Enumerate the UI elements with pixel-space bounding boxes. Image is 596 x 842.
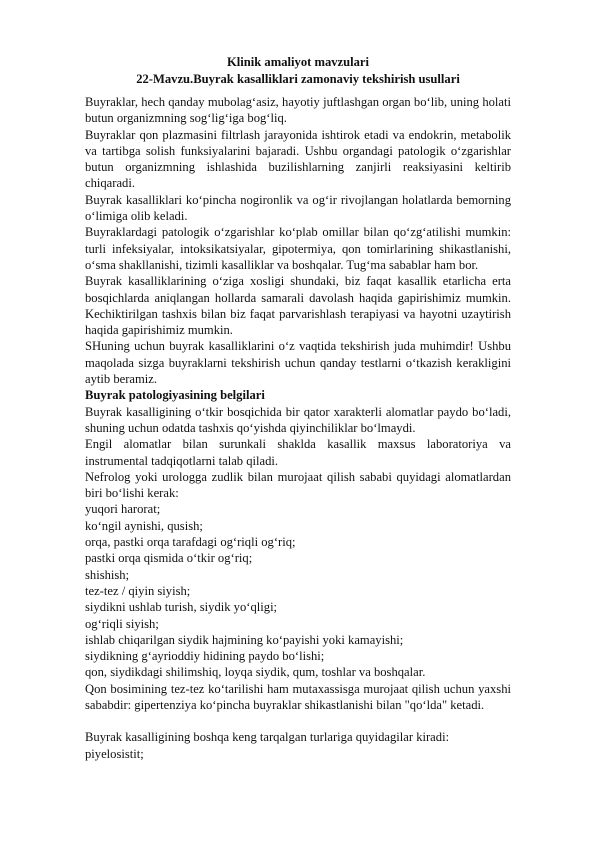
paragraph: Engil alomatlar bilan surunkali shaklda kasallik maxsus laboratoriya va instrumental tadqiqotlarni talab qiladi. [85,437,511,468]
document-subtitle: 22-Mavzu.Buyrak kasalliklari zamonaviy tekshirish usullari [136,72,460,86]
text-line: siydikni ushlab turish, siydik yo‘qligi; [85,600,278,615]
text-line: orqa, pastki orqa tarafdagi og‘riqli og‘riq; [85,535,296,550]
text-line: Buyrak kasalligining boshqa keng tarqalgan turlariga quyidagilar kiradi: [85,730,450,745]
blank-line [85,713,511,729]
paragraph: Buyraklardagi patologik o‘zgarishlar ko‘plab omillar bilan qo‘zg‘atilishi mumkin: turli infeksiyalar, intoksikatsiyalar, gipotermiya, qon tomirlarining shikastlanishi, o‘sma shakllanishi, tizimli kasalliklar va boshqalar. Tug‘ma sabablar ham bor. [85,225,511,272]
paragraph: Buyrak kasalliklari ko‘pincha nogironlik va og‘ir rivojlangan holatlarda bemorning o‘limiga olib keladi. [85,192,511,224]
text-line: piyelosistit; [85,746,144,761]
text-line: ko‘ngil aynishi, qusish; [85,518,203,533]
text-line: shishish; [85,567,130,582]
document-title: Klinik amaliyot mavzulari [226,55,370,69]
paragraph: Buyraklar qon plazmasini filtrlash jarayonida ishtirok etadi va endokrin, metabolik va tartibga solish funksiyalarini bajaradi. Ushbu organdagi patologik o‘zgarishlar butun organizmning ishlashida buzilishlarning zanjirli reaksiyasini keltirib chiqaradi. [85,127,511,191]
text-line: ishlab chiqarilgan siydik hajmining ko‘payishi yoki kamayishi; [85,632,404,647]
paragraph: Buyrak kasalligining o‘tkir bosqichida bir qator xarakterli alomatlar paydo bo‘ladi, shuning uchun odatda tashxis qo‘yishda qiyinchiliklar bo‘lmaydi. [85,404,511,435]
text-line: pastki orqa qismida o‘tkir og‘riq; [85,551,253,566]
paragraph: Nefrolog yoki urologga zudlik bilan murojaat qilish sababi quyidagi alomatlardan biri bo‘lishi kerak: [85,469,511,501]
section-heading: Buyrak patologiyasining belgilari [85,388,265,403]
text-line: tez-tez / qiyin siyish; [85,583,191,598]
text-line: og‘riqli siyish; [85,616,159,631]
document-body [85,94,511,762]
paragraph: Buyraklar, hech qanday mubolag‘asiz, hayotiy juftlashgan organ bo‘lib, uning holati butun organizmning sog‘lig‘iga bog‘liq. [85,95,511,126]
paragraph: SHuning uchun buyrak kasalliklarini o‘z vaqtida tekshirish juda muhimdir! Ushbu maqolada sizga buyraklarni tekshirish uchun qanday testlarni o‘tkazish kerakligini aytib beramiz. [85,339,511,387]
paragraph: Qon bosimining tez-tez ko‘tarilishi ham mutaxassisga murojaat qilish uchun yaxshi sababdir: gipertenziya ko‘pincha buyraklar shikastlanishi bilan "qo‘lda" ketadi. [85,681,511,712]
text-line: siydikning g‘ayrioddiy hidining paydo bo‘lishi; [85,649,325,664]
paragraph: Buyrak kasalliklarining o‘ziga xosligi shundaki, biz faqat kasallik etarlicha erta bosqichlarda aniqlangan hollarda samarali davolash haqida gapirishimiz mumkin. Kechiktirilgan tashxis bilan biz faqat parvarishlash terapiyasi va hayotni uzaytirish haqida gapirishimiz mumkin. [85,274,511,338]
document-page [85,54,511,762]
text-line: yuqori harorat; [85,502,161,517]
text-line: qon, siydikdagi shilimshiq, loyqa siydik, qum, toshlar va boshqalar. [85,665,426,680]
